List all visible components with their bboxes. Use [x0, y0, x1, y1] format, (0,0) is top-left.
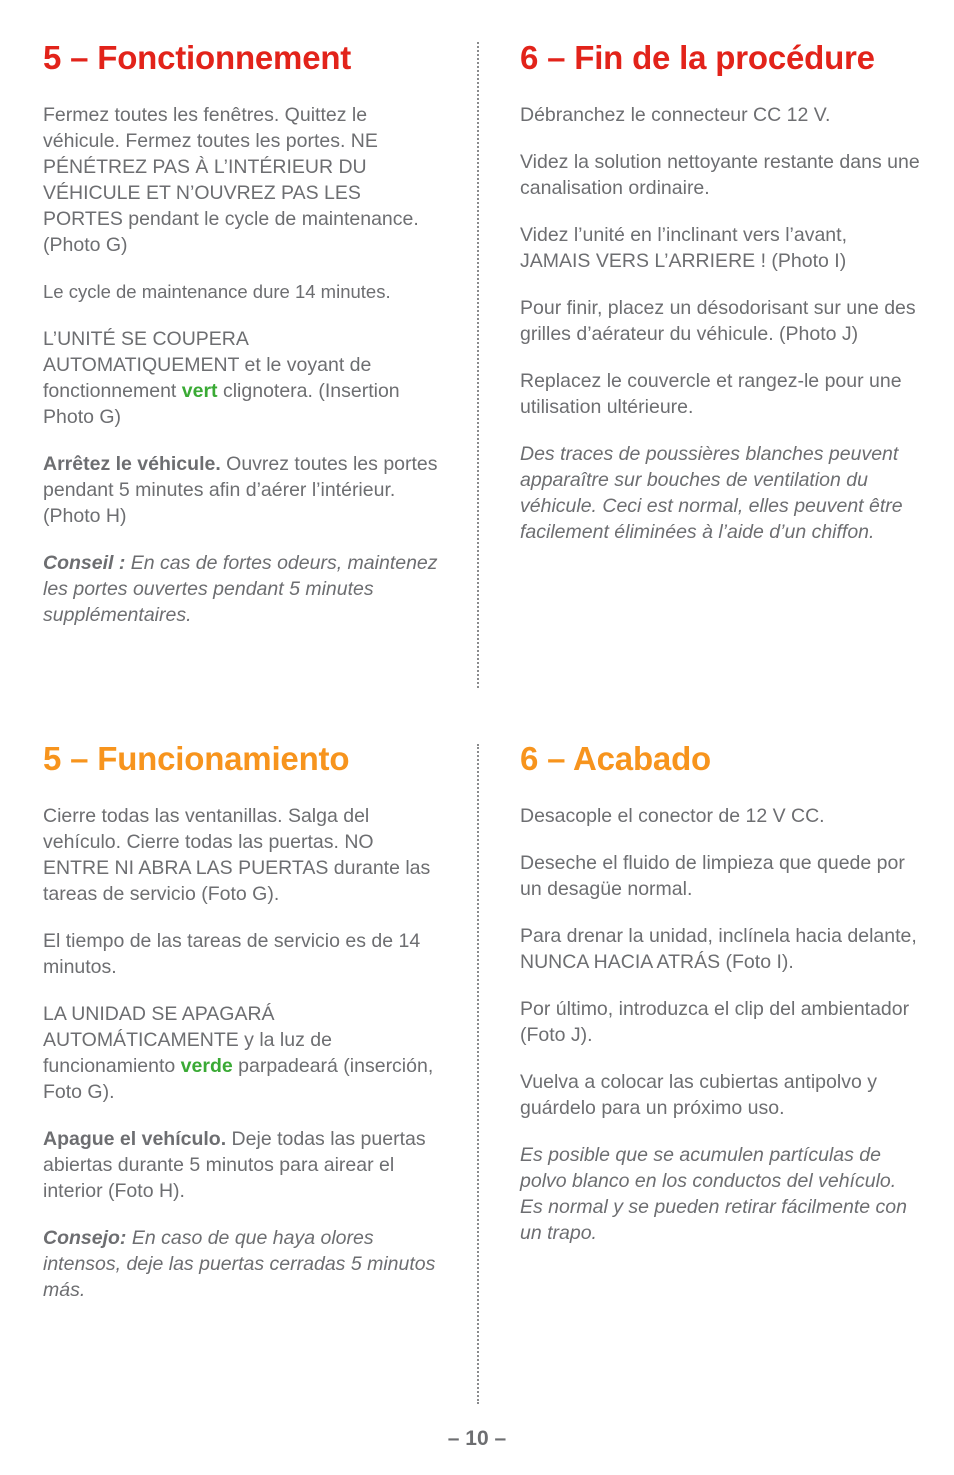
fr-operation-green-word: vert [181, 380, 218, 402]
es-finish-section [520, 739, 920, 1267]
fr-operation-p1: Fermez toutes les fenêtres. Quittez le véhicule. Fermez toutes les portes. NE PÉNÉTREZ PAS À L’INTÉRIEUR DU VÉHICULE ET N’OUVREZ PAS LES PORTES pendant le cycle de maintenance. (Photo G) [43, 104, 419, 256]
es-finish-p3: Para drenar la unidad, inclínela hacia delante, NUNCA HACIA ATRÁS (Foto I). [520, 925, 917, 973]
fr-operation-p4-rest: Ouvrez toutes les portes pendant 5 minutes afin d’aérer l’intérieur. (Photo H) [43, 453, 438, 527]
fr-operation-p4-bold: Arrêtez le véhicule. [43, 453, 221, 475]
es-operation-section [43, 739, 443, 1324]
fr-operation-p2: Le cycle de maintenance dure 14 minutes. [43, 281, 391, 302]
fr-operation-p4 [43, 451, 443, 529]
fr-operation-tip-label: Conseil : [43, 552, 126, 574]
es-operation-p2: El tiempo de las tareas de servicio es de 14 minutos. [43, 930, 421, 978]
fr-finish-p4: Pour finir, placez un désodorisant sur une des grilles d’aérateur du véhicule. (Photo J) [520, 297, 916, 345]
page-number: – 10 – [447, 1427, 507, 1450]
fr-operation-tip [43, 550, 443, 628]
fr-finish-note: Des traces de poussières blanches peuvent apparaître sur bouches de ventilation du véhicule. Ceci est normal, elles peuvent être facilement éliminées à l’aide d’un chiffon. [520, 443, 903, 543]
es-operation-p3 [43, 1001, 443, 1105]
fr-finish-p2: Videz la solution nettoyante restante dans une canalisation ordinaire. [520, 151, 920, 199]
es-finish-p5: Vuelva a colocar las cubiertas antipolvo y guárdelo para un próximo uso. [520, 1071, 877, 1119]
fr-operation-p3-b: clignotera. (Insertion Photo G) [43, 380, 400, 428]
es-operation-p4 [43, 1126, 443, 1204]
fr-finish-p5: Replacez le couvercle et rangez-le pour une utilisation ultérieure. [520, 370, 902, 418]
es-operation-title: 5 – Funcionamiento [43, 740, 350, 777]
fr-finish-section [520, 38, 920, 566]
es-operation-green-word: verde [180, 1055, 233, 1077]
fr-finish-title: 6 – Fin de la procédure [520, 39, 875, 76]
fr-operation-p3 [43, 326, 443, 430]
es-operation-p3-a: LA UNIDAD SE APAGARÁ AUTOMÁTICAMENTE y la luz de funcionamiento [43, 1003, 332, 1077]
fr-finish-p1: Débranchez le connecteur CC 12 V. [520, 104, 831, 126]
es-operation-p4-bold: Apague el vehículo. [43, 1128, 227, 1150]
es-finish-p1: Desacople el conector de 12 V CC. [520, 805, 825, 827]
es-operation-p3-b: parpadeará (inserción, Foto G). [43, 1055, 434, 1103]
fr-operation-title: 5 – Fonctionnement [43, 39, 352, 76]
es-finish-p2: Deseche el fluido de limpieza que quede por un desagüe normal. [520, 852, 905, 900]
column-divider-top [477, 42, 479, 688]
es-finish-p4: Por último, introduzca el clip del ambientador (Foto J). [520, 998, 910, 1046]
es-operation-p4-rest: Deje todas las puertas abiertas durante 5 minutos para airear el interior (Foto H). [43, 1128, 426, 1202]
es-operation-tip [43, 1225, 443, 1303]
es-operation-p1: Cierre todas las ventanillas. Salga del vehículo. Cierre todas las puertas. NO ENTRE NI ABRA LAS PUERTAS durante las tareas de servicio (Foto G). [43, 805, 431, 905]
fr-finish-p3: Videz l’unité en l’inclinant vers l’avant, JAMAIS VERS L’ARRIERE ! (Photo I) [520, 224, 847, 272]
es-operation-tip-label: Consejo: [43, 1227, 127, 1249]
column-divider-bottom [477, 744, 479, 1404]
es-finish-note: Es posible que se acumulen partículas de polvo blanco en los conductos del vehículo. Es normal y se pueden retirar fácilmente con un trapo. [520, 1144, 907, 1244]
fr-operation-section [43, 38, 443, 649]
es-operation-tip-text: En caso de que haya olores intensos, deje las puertas cerradas 5 minutos más. [43, 1227, 436, 1301]
es-finish-title: 6 – Acabado [520, 740, 711, 777]
fr-operation-tip-text: En cas de fortes odeurs, maintenez les portes ouvertes pendant 5 minutes supplémentaires. [43, 552, 438, 626]
fr-operation-p3-a: L’UNITÉ SE COUPERA AUTOMATIQUEMENT et le voyant de fonctionnement [43, 328, 372, 402]
